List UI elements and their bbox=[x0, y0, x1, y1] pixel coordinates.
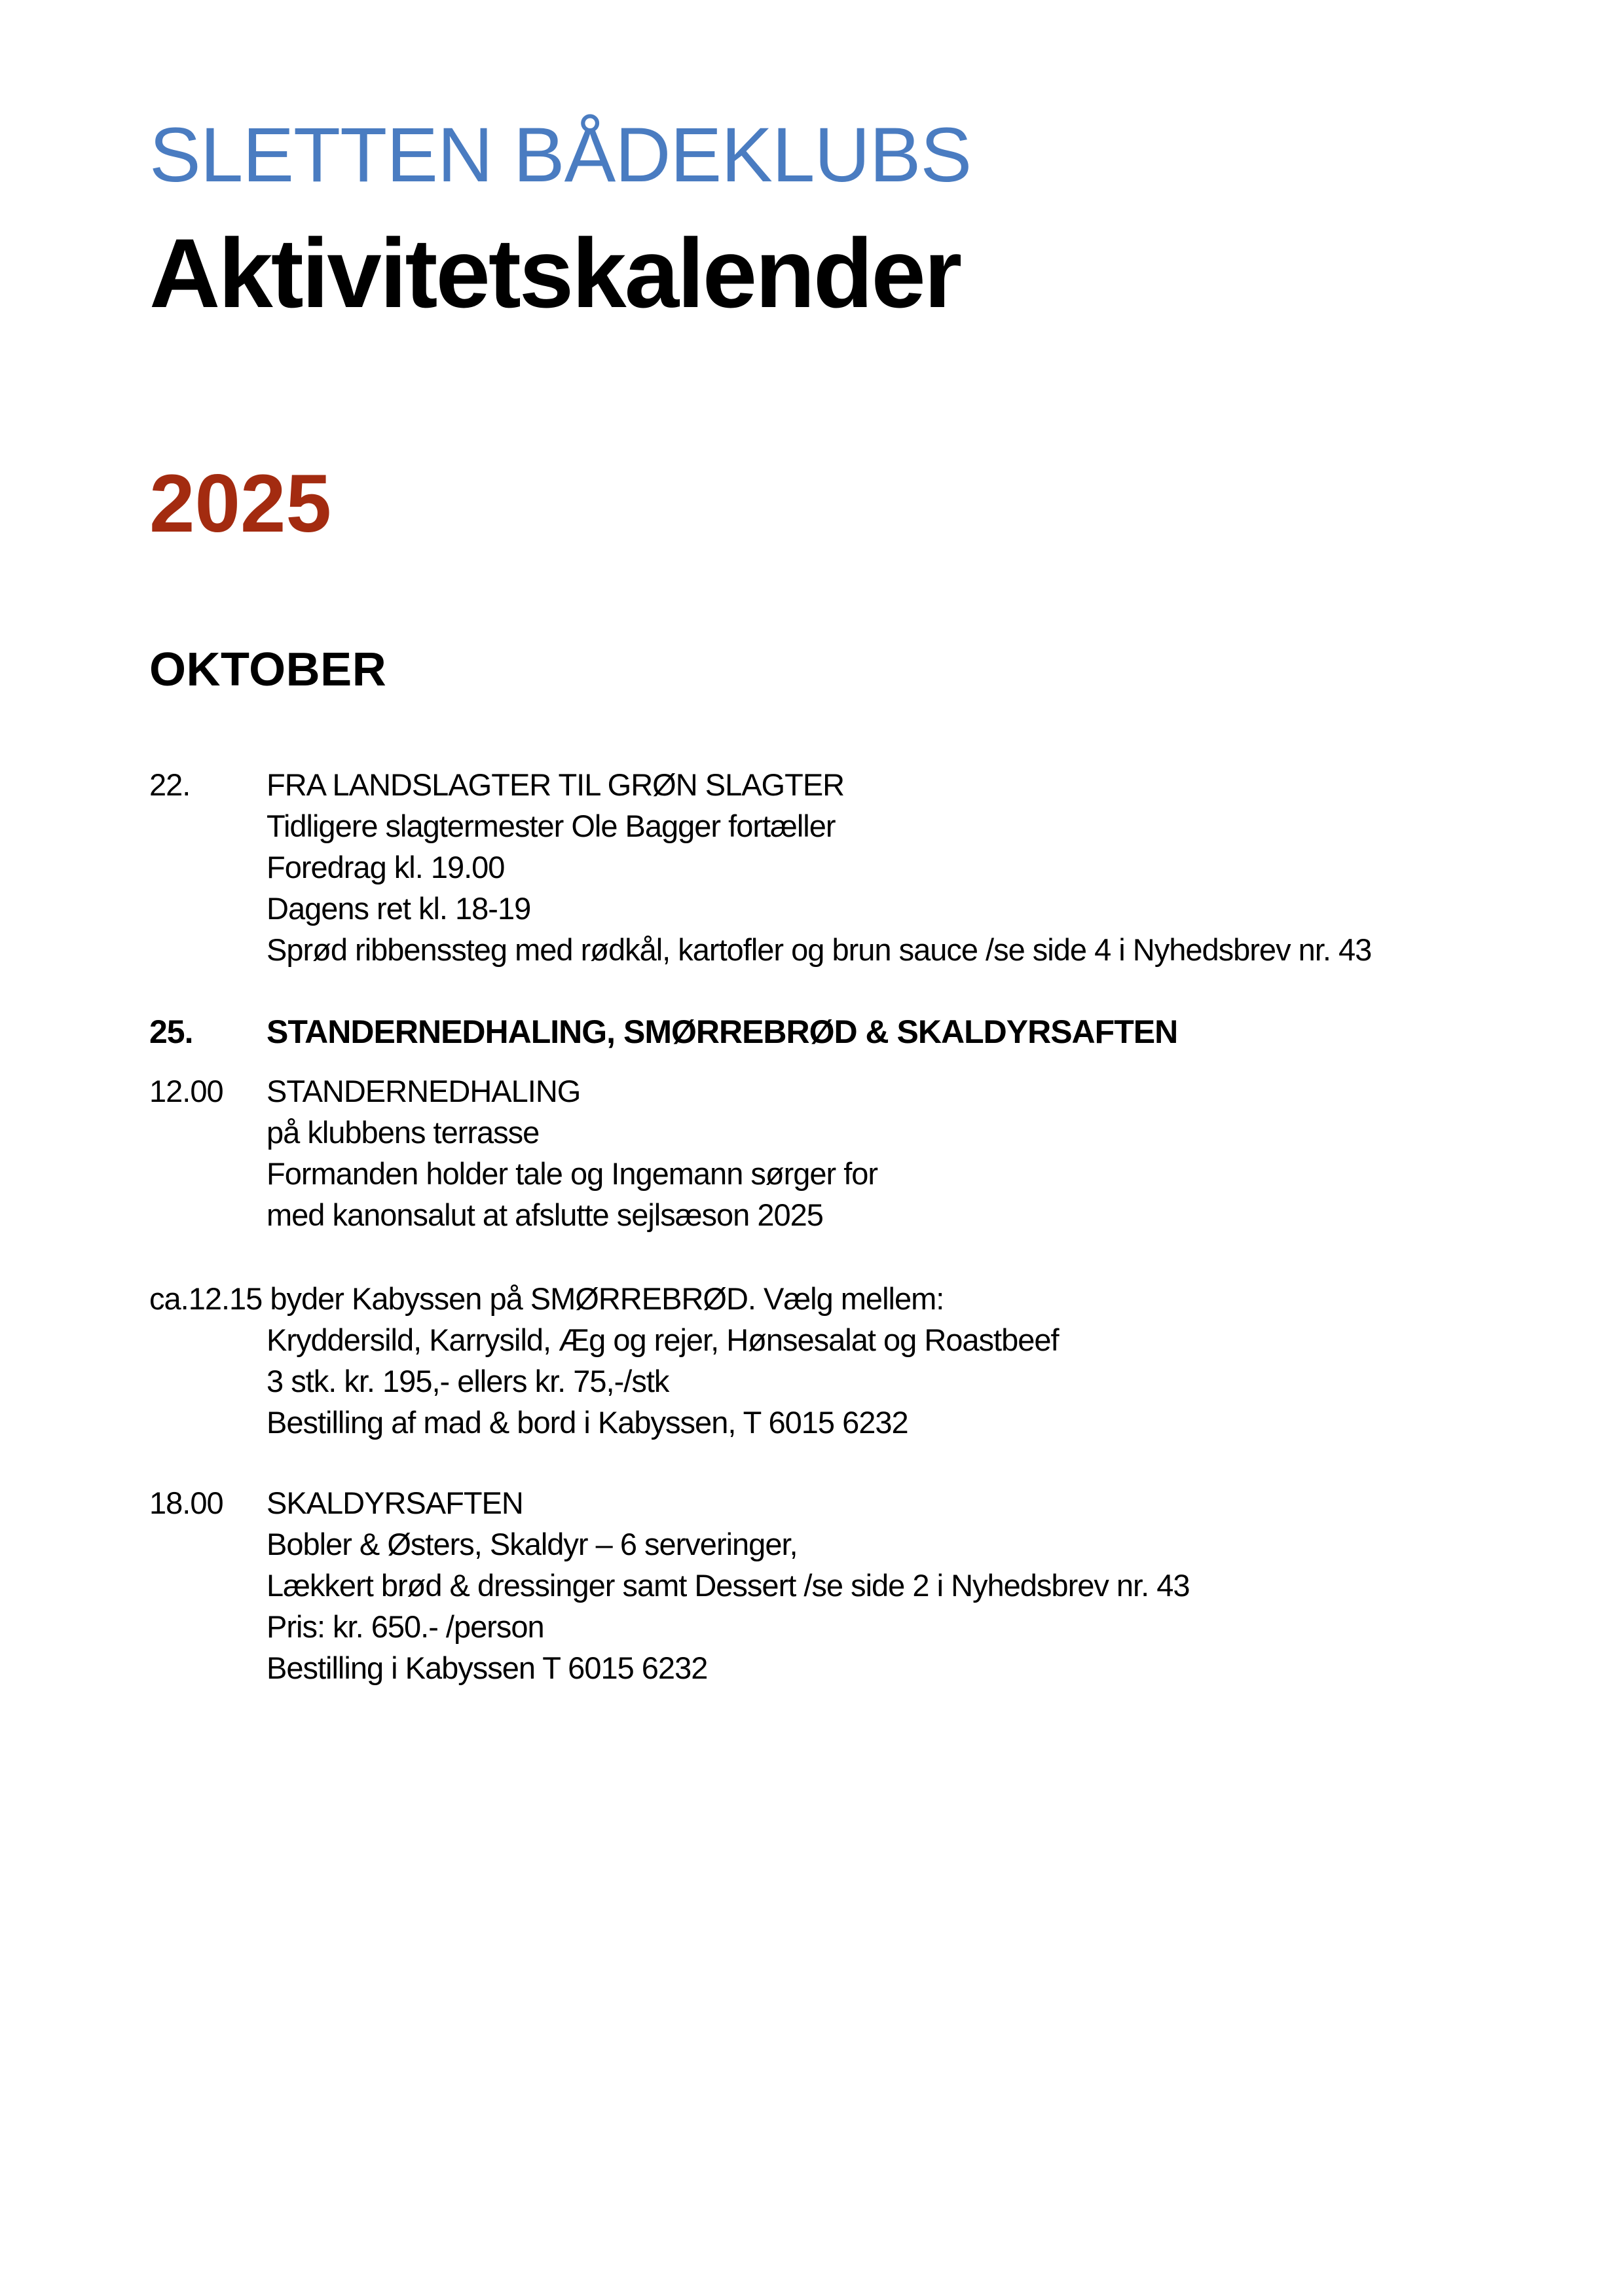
event-line: Formanden holder tale og Ingemann sørger for bbox=[267, 1156, 878, 1191]
document-title: Aktivitetskalender bbox=[149, 218, 961, 328]
event-date-label: 22. bbox=[149, 767, 191, 802]
event-oct-22 bbox=[149, 764, 1603, 970]
event-content bbox=[267, 1482, 1603, 1688]
event-line: på klubbens terrasse bbox=[267, 1115, 540, 1150]
event-heading: FRA LANDSLAGTER TIL GRØN SLAGTER bbox=[267, 767, 845, 802]
event-content bbox=[267, 1070, 1603, 1235]
event-line: Sprød ribbenssteg med rødkål, kartofler og brun sauce /se side 4 i Nyhedsbrev nr. 43 bbox=[267, 932, 1372, 967]
event-line: Pris: kr. 650.- /person bbox=[267, 1609, 544, 1644]
event-heading: STANDERNEDHALING, SMØRREBRØD & SKALDYRSAFTEN bbox=[267, 1013, 1178, 1050]
event-line: 3 stk. kr. 195,- ellers kr. 75,-/stk bbox=[267, 1364, 669, 1398]
event-time-label: 18.00 bbox=[149, 1485, 223, 1520]
event-content bbox=[149, 1278, 1603, 1443]
event-line: Foredrag kl. 19.00 bbox=[267, 850, 505, 884]
event-line: med kanonsalut at afslutte sejlsæson 2025 bbox=[267, 1197, 823, 1232]
event-line: Kryddersild, Karrysild, Æg og rejer, Hønsesalat og Roastbeef bbox=[267, 1322, 1059, 1357]
event-skaldyrsaften bbox=[149, 1482, 1603, 1688]
event-content bbox=[267, 764, 1603, 970]
event-smorrebrod bbox=[149, 1278, 1603, 1443]
event-time-label: 12.00 bbox=[149, 1074, 223, 1108]
event-line: Dagens ret kl. 18-19 bbox=[267, 891, 531, 926]
event-line: Bestilling af mad & bord i Kabyssen, T 6015 6232 bbox=[267, 1405, 908, 1440]
month-heading: OKTOBER bbox=[149, 644, 387, 696]
event-oct-25-header bbox=[149, 1011, 1603, 1053]
event-heading: byder Kabyssen på SMØRREBRØD. Vælg mellem: bbox=[270, 1281, 944, 1316]
event-line: Tidligere slagtermester Ole Bagger fortæller bbox=[267, 809, 836, 843]
event-date-label: 25. bbox=[149, 1013, 193, 1050]
event-line: Lækkert brød & dressinger samt Dessert /se side 2 i Nyhedsbrev nr. 43 bbox=[267, 1568, 1190, 1603]
event-line: Bobler & Østers, Skaldyr – 6 serveringer, bbox=[267, 1527, 798, 1561]
club-title: SLETTEN BÅDEKLUBS bbox=[149, 112, 972, 198]
event-heading: SKALDYRSAFTEN bbox=[267, 1485, 523, 1520]
event-content bbox=[267, 1011, 1603, 1053]
event-time-label: ca.12.15 bbox=[149, 1281, 263, 1316]
event-heading-line bbox=[149, 1278, 1603, 1319]
event-line: Bestilling i Kabyssen T 6015 6232 bbox=[267, 1650, 708, 1685]
event-heading: STANDERNEDHALING bbox=[267, 1074, 581, 1108]
event-standernedhaling bbox=[149, 1070, 1603, 1235]
year-heading: 2025 bbox=[149, 458, 332, 549]
